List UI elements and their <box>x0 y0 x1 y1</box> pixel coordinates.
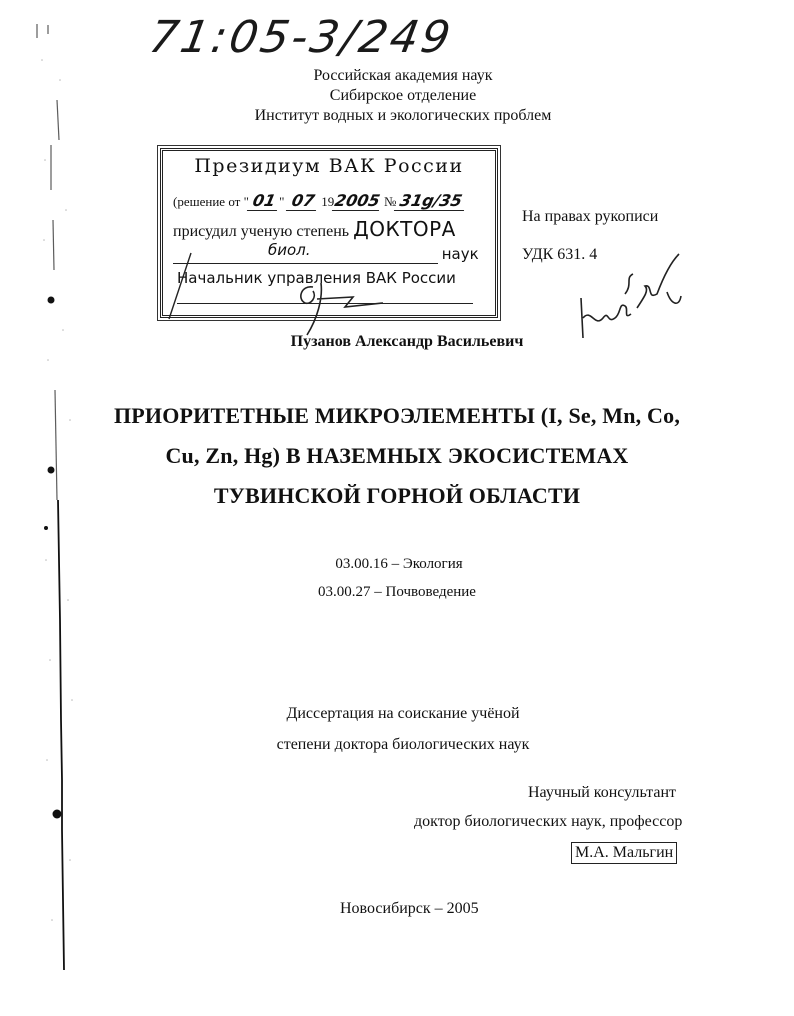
consultant-degree: доктор биологических наук, профессор <box>414 813 683 830</box>
stamp-signature <box>283 279 423 339</box>
specialty-ecology: 03.00.16 – Экология <box>335 556 463 572</box>
decision-prefix: (решение от " <box>173 194 249 209</box>
consultant-label: Научный консультант <box>528 784 676 801</box>
consultant-name: М.А. Мальгин <box>571 842 677 864</box>
dissertation-type <box>0 698 794 760</box>
dissertation-title <box>0 396 794 516</box>
author-name: Пузанов Александр Васильевич <box>290 333 524 350</box>
specialty-soil-science: 03.00.27 – Почвоведение <box>318 584 476 600</box>
degree-prefix: присудил ученую степень <box>173 223 350 240</box>
organization-institute: Институт водных и экологических проблем <box>254 107 552 124</box>
specialties <box>0 550 794 606</box>
title-line-2: Cu, Zn, Hg) В НАЗЕМНЫХ ЭКОСИСТЕМАХ <box>165 443 629 468</box>
organization-academy: Российская академия наук <box>313 67 493 84</box>
degree-value: ДОКТОРА <box>353 217 456 241</box>
organization-branch: Сибирское отделение <box>329 87 477 104</box>
field-suffix: наук <box>441 245 479 263</box>
title-line-3: ТУВИНСКОЙ ГОРНОЙ ОБЛАСТИ <box>213 483 581 508</box>
manuscript-rights: На правах рукописи <box>522 208 659 225</box>
stamp-decision <box>173 191 466 211</box>
title-line-1: ПРИОРИТЕТНЫЕ МИКРОЭЛЕМЕНТЫ (I, Se, Mn, Co, <box>113 403 681 428</box>
decision-number: 31g/35 <box>394 191 468 211</box>
stamp-chief: Начальник управления ВАК России <box>177 269 456 287</box>
stamp-field <box>173 241 491 264</box>
udk-code: УДК 631. 4 <box>522 246 598 263</box>
stamp-cross-stroke <box>165 251 195 321</box>
dissertation-line-1: Диссертация на соискание учёной <box>286 705 520 722</box>
vak-stamp <box>160 148 498 318</box>
decision-year-prefix: 19 <box>321 194 335 209</box>
stamp-degree <box>173 217 456 241</box>
field-blank <box>173 241 438 264</box>
dissertation-line-2: степени доктора биологических наук <box>276 736 530 753</box>
decision-month: 07 <box>286 191 321 211</box>
decision-mid: " <box>279 194 285 209</box>
stamp-title: Президиум ВАК России <box>194 155 464 177</box>
city-year: Новосибирск – 2005 <box>340 900 479 917</box>
decision-day: 01 <box>247 191 282 211</box>
archive-number: 71:05-3/249 <box>145 12 457 63</box>
field-handwritten: биол. <box>268 241 311 259</box>
decision-number-label: № <box>384 194 397 209</box>
organization-block <box>0 66 794 126</box>
decision-year: 2005 <box>333 191 382 210</box>
